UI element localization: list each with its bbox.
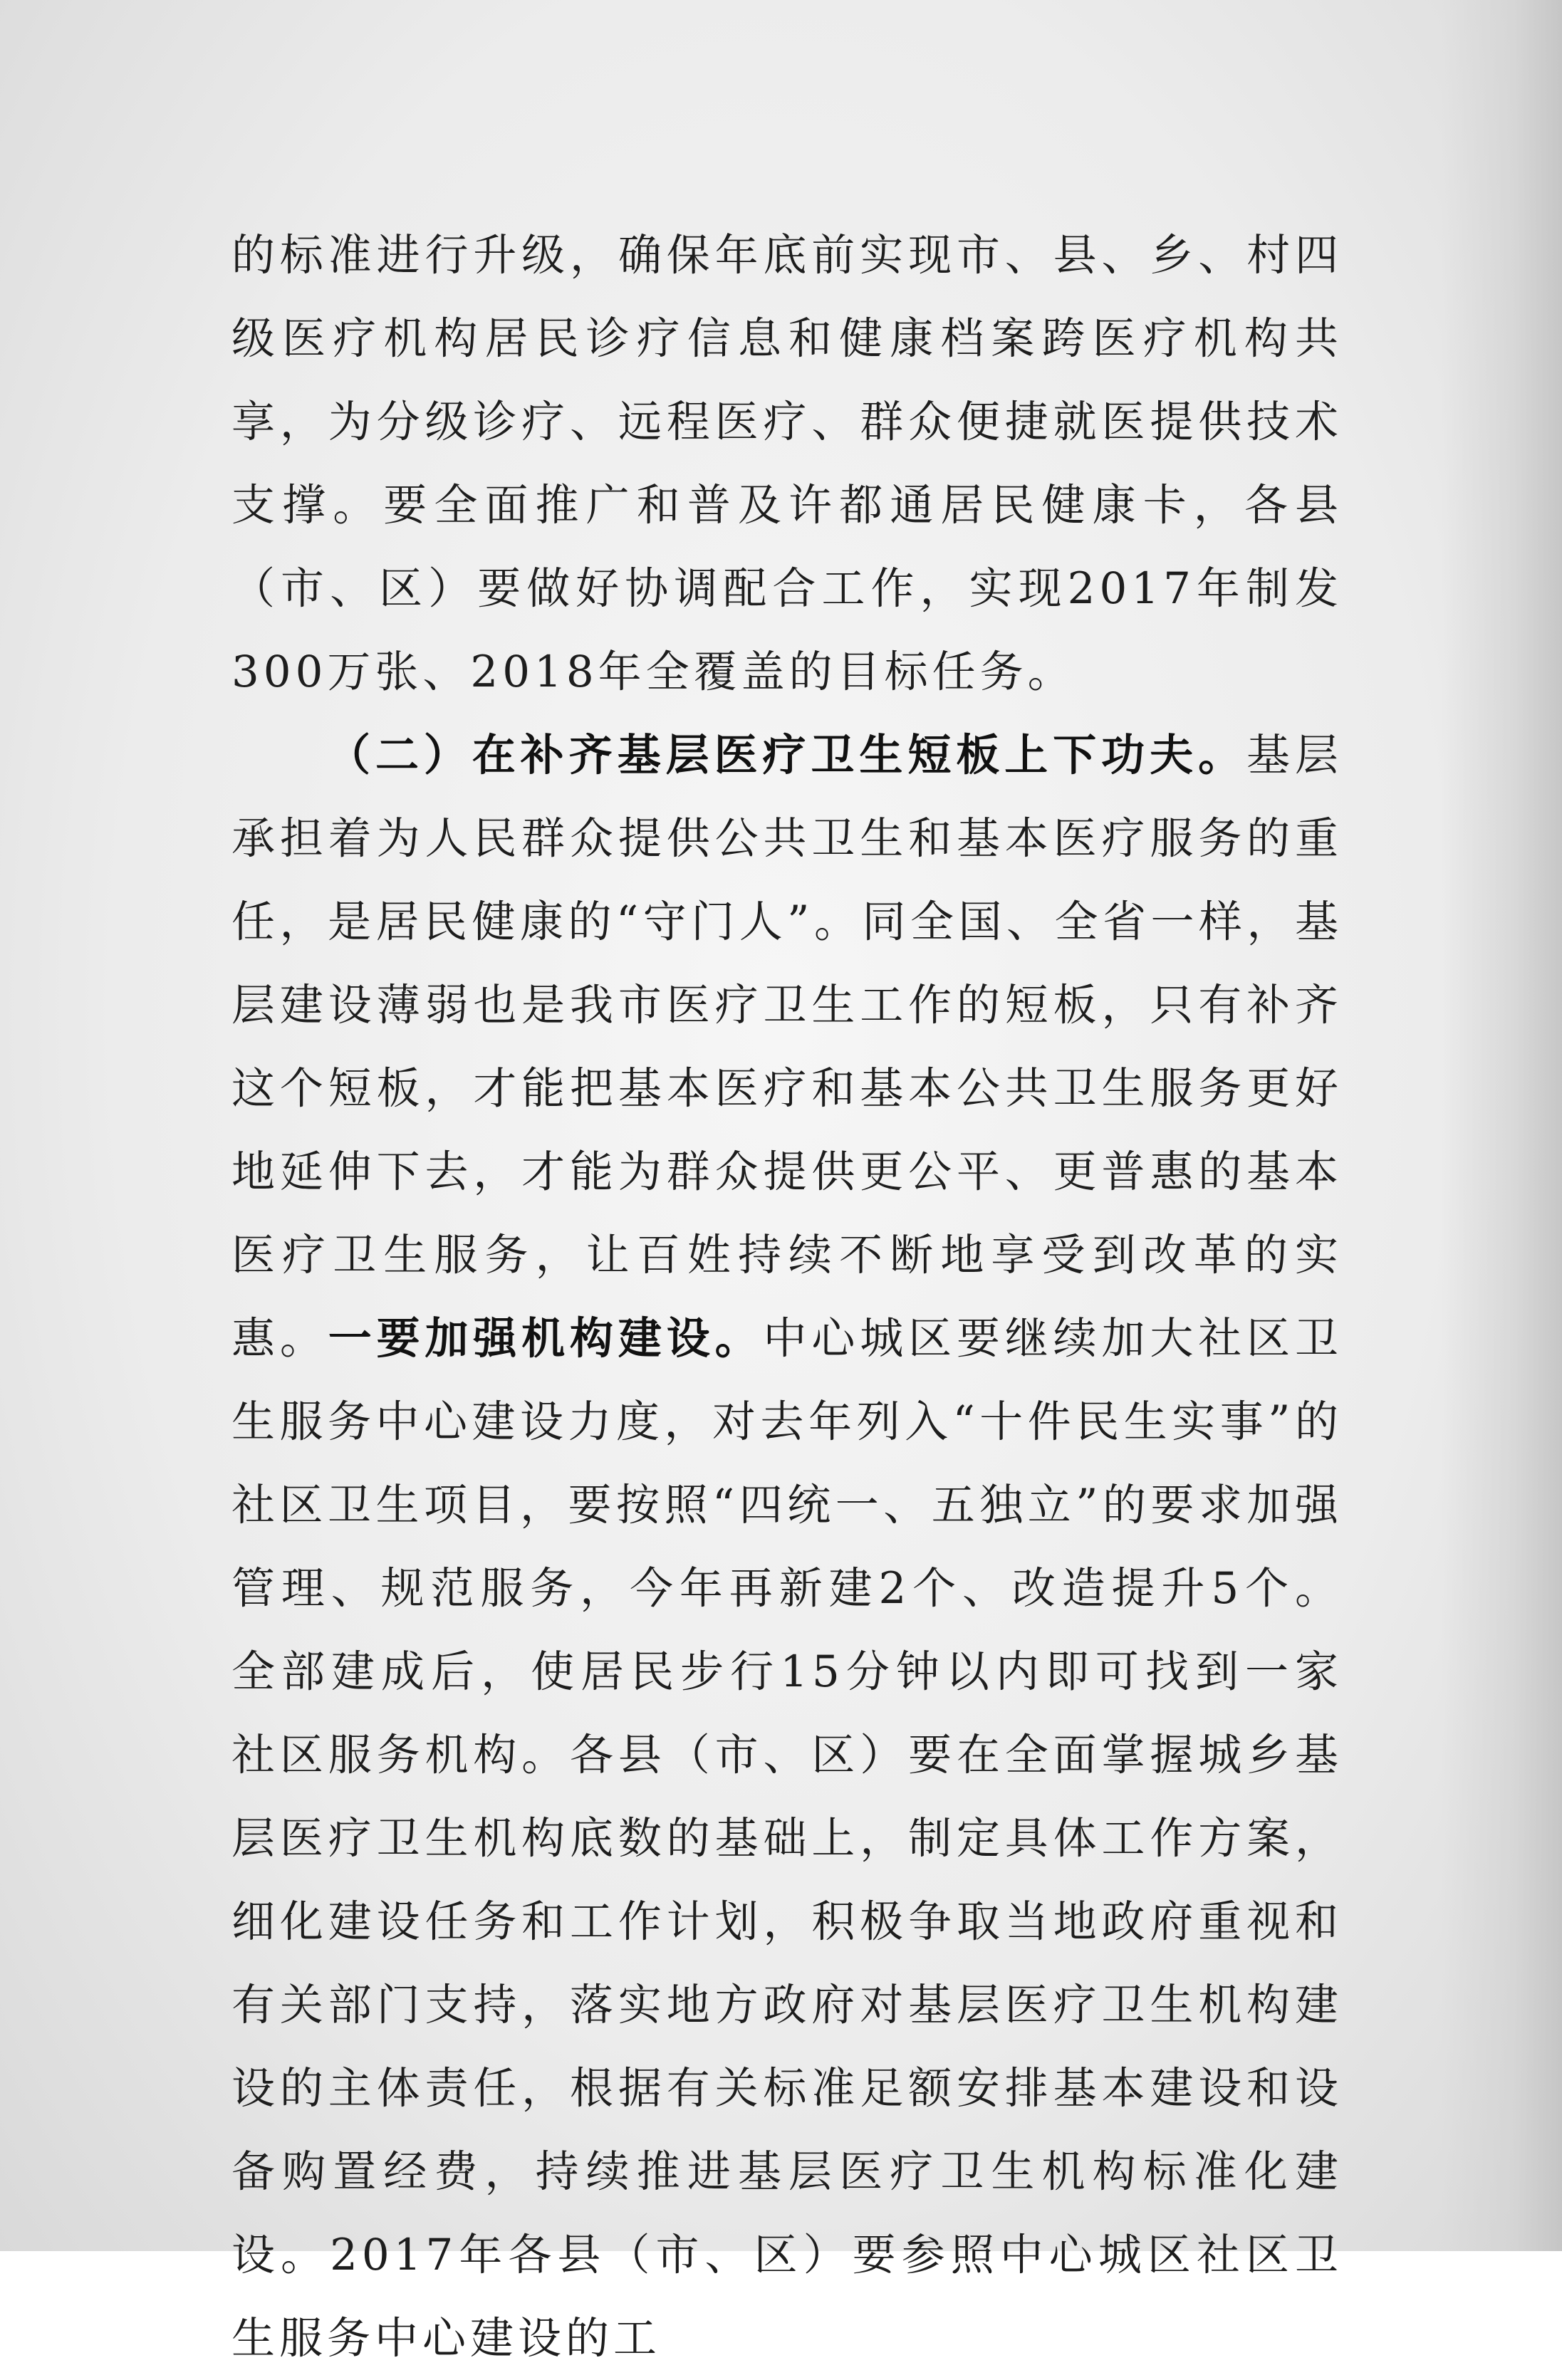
paragraph-2-text-b: 中心城区要继续加大社区卫生服务中心建设力度，对去年列入“十件民生实事”的社区卫生项目，要按照“四统一、五独立”的要求加强管理、规范服务，今年再新建2个、改造提升5个。全部建成后，使居民步行15分钟以内即可找到一家社区服务机构。各县（市、区）要在全面掌握城乡基层医疗卫生机构底数的基础上，制定具体工作方案，细化建设任务和工作计划，积极争取当地政府重视和有关部门支持，落实地方政府对基层医疗卫生机构建设的主体责任，根据有关标准足额安排基本建设和设备购置经费，持续推进基层医疗卫生机构标准化建设。2017年各县（市、区）要参照中心城区社区卫生服务中心建设的工 xyxy=(231,1313,1343,2364)
paragraph-2-text-a: 基层承担着为人民群众提供公共卫生和基本医疗服务的重任，是居民健康的“守门人”。同全国、全省一样，基层建设薄弱也是我市医疗卫生工作的短板，只有补齐这个短板，才能把基本医疗和基本公共卫生服务更好地延伸下去，才能为群众提供更公平、更普惠的基本医疗卫生服务，让百姓持续不断地享受到改革的实惠。 xyxy=(231,730,1343,1364)
subheading-strengthen-institutions: 一要加强机构建设。 xyxy=(328,1313,764,1364)
paragraph-1-text: 的标准进行升级，确保年底前实现市、县、乡、村四级医疗机构居民诊疗信息和健康档案跨医疗机构共享，为分级诊疗、远程医疗、群众便捷就医提供技术支撑。要全面推广和普及许都通居民健康卡，各县（市、区）要做好协调配合工作，实现2017年制发300万张、2018年全覆盖的目标任务。 xyxy=(231,230,1343,697)
paper-shadow-edge xyxy=(1441,0,1562,2251)
paragraph-1 xyxy=(231,214,1343,714)
document-body xyxy=(231,214,1343,2380)
section-heading-2: （二）在补齐基层医疗卫生短板上下功夫。 xyxy=(327,730,1247,781)
paragraph-2 xyxy=(231,714,1343,2380)
